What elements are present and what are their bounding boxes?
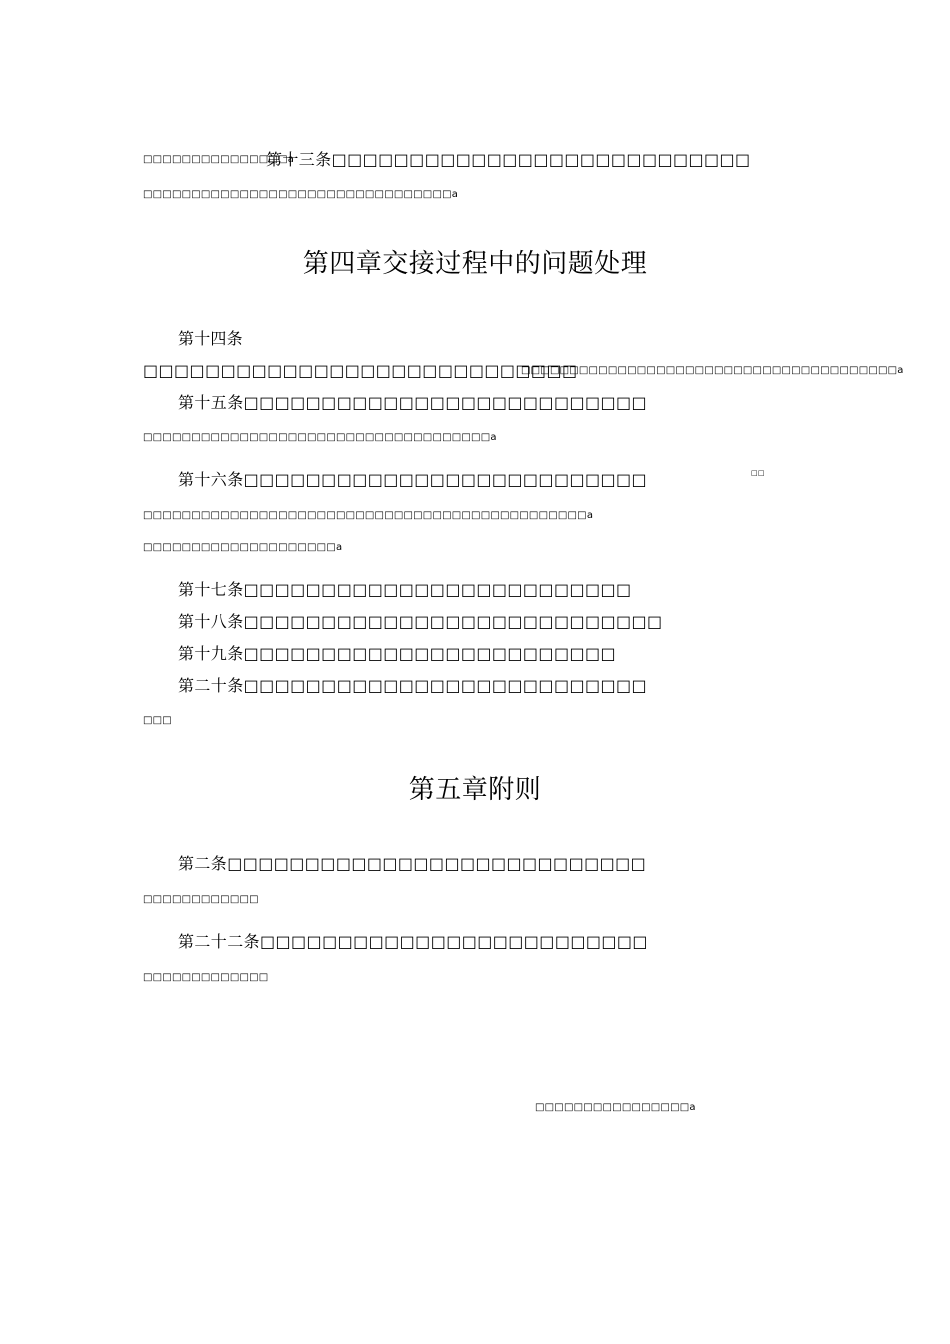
article-22-line: 第二十二条□□□□□□□□□□□□□□□□□□□□□□□□□ [178,932,648,951]
article-14-note: □□□□□□□□□□□□□□□□□□□□□□□□□□□□□□□□□□□□□□□a [521,365,904,376]
article-2-continuation: □□□□□□□□□□□□ [143,894,259,905]
article-15-line: 第十五条□□□□□□□□□□□□□□□□□□□□□□□□□□ [178,393,648,412]
chapter-4-heading: 第四章交接过程中的问题处理 [302,249,648,279]
article-17-line: 第十七条□□□□□□□□□□□□□□□□□□□□□□□□□ [178,580,632,599]
article-14-body: □□□□□□□□□□□□□□□□□□□□□□□□□□□□ [143,361,578,380]
article-2-line: 第二条□□□□□□□□□□□□□□□□□□□□□□□□□□□ [178,854,647,873]
article-16-continuation-1: □□□□□□□□□□□□□□□□□□□□□□□□□□□□□□□□□□□□□□□□□□□□□□a [143,510,594,521]
article-16-line: 第十六条□□□□□□□□□□□□□□□□□□□□□□□□□□ [178,470,648,489]
article-16-continuation-2: □□□□□□□□□□□□□□□□□□□□a [143,542,343,553]
article-20-line: 第二十条□□□□□□□□□□□□□□□□□□□□□□□□□□ [178,676,648,695]
article-22-continuation: □□□□□□□□□□□□□ [143,972,269,983]
article-13-continuation: □□□□□□□□□□□□□□□□□□□□□□□□□□□□□□□□a [143,189,459,200]
article-18-line: 第十八条□□□□□□□□□□□□□□□□□□□□□□□□□□□ [178,612,663,631]
article-20-continuation: □□□ [143,715,172,726]
chapter-5-heading: 第五章附则 [408,775,542,805]
article-13-prefix: □□□□□□□□□□□□□□□a [143,154,295,165]
article-15-continuation: □□□□□□□□□□□□□□□□□□□□□□□□□□□□□□□□□□□□a [143,432,497,443]
article-16-note: □□ [751,469,765,477]
article-19-line: 第十九条□□□□□□□□□□□□□□□□□□□□□□□□ [178,644,617,663]
footer-note: □□□□□□□□□□□□□□□□a [535,1102,696,1113]
article-13-line: 第十三条□□□□□□□□□□□□□□□□□□□□□□□□□□□ [266,150,751,169]
article-14-label: 第十四条 [178,329,243,348]
